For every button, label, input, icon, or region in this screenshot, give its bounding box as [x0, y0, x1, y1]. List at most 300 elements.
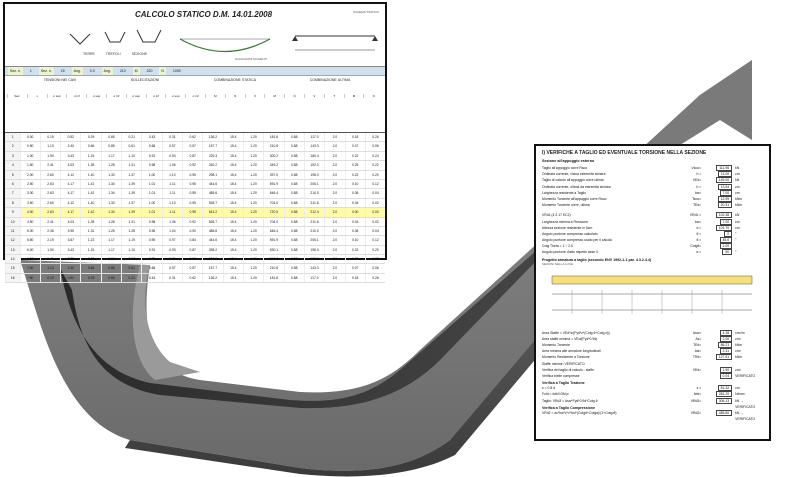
table-cell[interactable]: 4.17	[60, 189, 80, 197]
table-cell[interactable]: 1.00	[141, 199, 161, 207]
table-cell[interactable]: 704.0	[263, 199, 283, 207]
table-cell[interactable]: 0.10	[345, 180, 365, 188]
table-cell[interactable]: 2.0	[324, 152, 344, 160]
table-cell[interactable]: 2.63	[40, 180, 60, 188]
table-cell[interactable]: 0.90	[141, 236, 161, 244]
table-cell[interactable]: 1.42	[80, 180, 100, 188]
table-cell[interactable]: 0.02	[365, 199, 385, 207]
table-cell[interactable]: 1.39	[121, 189, 141, 197]
table-cell[interactable]: 2.36	[40, 227, 60, 235]
table-cell[interactable]: 1.37	[121, 171, 141, 179]
table-cell[interactable]: 0.82	[121, 255, 141, 263]
table-cell[interactable]: 1.17	[101, 236, 121, 244]
table-cell[interactable]: 0.84	[182, 236, 202, 244]
table-cell[interactable]: 1.20	[243, 208, 263, 216]
table-cell[interactable]: 2.0	[324, 218, 344, 226]
table-cell[interactable]: 7.00	[20, 264, 40, 272]
table-cell[interactable]: 6.50	[20, 255, 40, 263]
table-cell[interactable]: 181.6	[263, 274, 283, 282]
table-cell[interactable]: 704.0	[263, 218, 283, 226]
table-cell[interactable]: 2.60	[40, 171, 60, 179]
table-cell[interactable]: 0.22	[365, 255, 385, 263]
table-cell[interactable]: 0.85	[101, 264, 121, 272]
verification-value[interactable]: 1.90	[704, 367, 732, 373]
verification-value[interactable]: 111.96	[704, 165, 732, 171]
table-cell[interactable]: 0.57	[182, 142, 202, 150]
table-cell[interactable]: 4	[5, 161, 20, 169]
table-cell[interactable]: 0.93	[162, 246, 182, 254]
table-cell[interactable]: 0.87	[182, 152, 202, 160]
bar-cell[interactable]: 1000	[172, 69, 181, 73]
bar-cell[interactable]: Ang.	[73, 69, 81, 73]
table-cell[interactable]: 0.43	[141, 274, 161, 282]
table-cell[interactable]: 0.71	[162, 255, 182, 263]
table-cell[interactable]: 210.0	[304, 189, 324, 197]
table-cell[interactable]: 225.3	[202, 152, 222, 160]
table-cell[interactable]: 192.0	[304, 255, 324, 263]
table-cell[interactable]: 1.25	[101, 227, 121, 235]
table-cell[interactable]: 0.88	[284, 208, 304, 216]
table-cell[interactable]: 2.50	[20, 180, 40, 188]
table-cell[interactable]: 1.11	[162, 180, 182, 188]
verification-value[interactable]: 1.00	[704, 243, 732, 249]
table-cell[interactable]: 15.4	[223, 161, 243, 169]
table-cell[interactable]: 0.10	[345, 236, 365, 244]
table-cell[interactable]: 1.20	[243, 199, 263, 207]
table-cell[interactable]: 1.31	[121, 161, 141, 169]
table-cell[interactable]: 0.62	[182, 274, 202, 282]
table-cell[interactable]: 13	[5, 246, 20, 254]
verification-value[interactable]: 45.0	[704, 237, 732, 243]
table-cell[interactable]: 0.88	[284, 152, 304, 160]
table-cell[interactable]: 1.33	[101, 171, 121, 179]
table-cell[interactable]: 1.40	[80, 199, 100, 207]
table-cell[interactable]: 0.75	[141, 255, 161, 263]
table-cell[interactable]: 1.41	[40, 255, 60, 263]
table-cell[interactable]: 2.19	[40, 236, 60, 244]
table-cell[interactable]: 10	[5, 218, 20, 226]
table-cell[interactable]: 2.0	[324, 227, 344, 235]
table-cell[interactable]: 15.4	[223, 208, 243, 216]
table-cell[interactable]: 1.20	[243, 180, 263, 188]
table-cell[interactable]: 0.88	[284, 133, 304, 141]
table-cell[interactable]: 591.9	[263, 180, 283, 188]
table-cell[interactable]: 0.26	[365, 133, 385, 141]
table-cell[interactable]: 1.10	[162, 199, 182, 207]
table-cell[interactable]: 0.00	[345, 208, 365, 216]
table-cell[interactable]: 485.6	[202, 189, 222, 197]
table-cell[interactable]: 1.34	[101, 208, 121, 216]
table-cell[interactable]: 15.4	[223, 227, 243, 235]
table-cell[interactable]: 1.11	[162, 208, 182, 216]
table-cell[interactable]: 143.3	[304, 264, 324, 272]
table-cell[interactable]: 0.98	[141, 161, 161, 169]
table-cell[interactable]: 4.17	[60, 208, 80, 216]
table-cell[interactable]: 0.08	[345, 189, 365, 197]
table-cell[interactable]: 0.22	[345, 171, 365, 179]
table-cell[interactable]: 2.0	[324, 255, 344, 263]
table-cell[interactable]: 1.28	[121, 227, 141, 235]
table-cell[interactable]: 1.20	[243, 255, 263, 263]
verification-value[interactable]: 0.04	[704, 373, 732, 379]
table-cell[interactable]: 1.01	[141, 180, 161, 188]
table-cell[interactable]: 2.63	[40, 208, 60, 216]
table-cell[interactable]: 9	[5, 208, 20, 216]
table-cell[interactable]: 1.17	[101, 152, 121, 160]
table-cell[interactable]: 1.20	[243, 246, 263, 254]
table-cell[interactable]: 0.22	[345, 152, 365, 160]
table-cell[interactable]: 0.04	[345, 218, 365, 226]
table-cell[interactable]: 1.33	[101, 199, 121, 207]
table-cell[interactable]: 1.00	[141, 171, 161, 179]
table-cell[interactable]: 2.41	[40, 161, 60, 169]
table-cell[interactable]: 4.03	[60, 218, 80, 226]
table-cell[interactable]: 0.12	[365, 180, 385, 188]
table-cell[interactable]: 1.22	[80, 236, 100, 244]
table-cell[interactable]: 7.50	[20, 274, 40, 282]
table-cell[interactable]: 2.0	[324, 236, 344, 244]
table-cell[interactable]: 720.5	[263, 208, 283, 216]
table-cell[interactable]: 198.3	[304, 171, 324, 179]
table-cell[interactable]: 1.20	[243, 274, 263, 282]
table-cell[interactable]: 2.0	[324, 180, 344, 188]
verification-value[interactable]: 11.00	[704, 171, 732, 177]
bar-cell[interactable]: M	[134, 69, 138, 73]
table-cell[interactable]: 143.3	[304, 142, 324, 150]
table-cell[interactable]: 1.17	[101, 246, 121, 254]
table-cell[interactable]: 262.2	[202, 161, 222, 169]
verification-value[interactable]: 7.00	[704, 190, 732, 196]
table-cell[interactable]: 1.39	[121, 208, 141, 216]
table-cell[interactable]: 0.98	[141, 218, 161, 226]
table-cell[interactable]: 1	[5, 133, 20, 141]
bar-cell[interactable]: N	[161, 69, 164, 73]
table-cell[interactable]: 3.50	[20, 199, 40, 207]
table-cell[interactable]: 210.6	[263, 264, 283, 272]
table-cell[interactable]: 0.29	[80, 274, 100, 282]
table-cell[interactable]: 15.4	[223, 199, 243, 207]
table-cell[interactable]: 0.07	[345, 264, 365, 272]
table-cell[interactable]: 0.02	[365, 218, 385, 226]
table-cell[interactable]: 117.0	[304, 133, 324, 141]
table-cell[interactable]: 444.6	[202, 180, 222, 188]
bar-cell[interactable]: 15	[60, 69, 65, 73]
verification-value[interactable]: 12.99	[704, 196, 732, 202]
table-cell[interactable]: 15.4	[223, 274, 243, 282]
table-cell[interactable]: 0.88	[284, 171, 304, 179]
table-cell[interactable]: 0.12	[365, 236, 385, 244]
table-cell[interactable]: 2.60	[40, 199, 60, 207]
verification-value[interactable]: 2.31	[704, 348, 732, 354]
verification-value[interactable]: 4.28	[704, 330, 732, 336]
table-cell[interactable]: 136.2	[202, 274, 222, 282]
table-cell[interactable]: 4.50	[20, 218, 40, 226]
table-cell[interactable]: 0.88	[284, 180, 304, 188]
table-cell[interactable]: 1.20	[243, 152, 263, 160]
table-cell[interactable]: 0.88	[284, 199, 304, 207]
table-cell[interactable]: 2.72	[60, 255, 80, 263]
verification-value[interactable]: 20.31	[704, 202, 732, 208]
table-cell[interactable]: 0.24	[365, 152, 385, 160]
table-cell[interactable]: 4.03	[60, 161, 80, 169]
bar-cell[interactable]: Sez. n.	[40, 69, 52, 73]
table-cell[interactable]: 2.41	[40, 218, 60, 226]
table-cell[interactable]: 300.2	[263, 152, 283, 160]
table-cell[interactable]: 1.90	[40, 152, 60, 160]
table-cell[interactable]: 1.13	[40, 264, 60, 272]
table-cell[interactable]: 181.6	[263, 133, 283, 141]
table-cell[interactable]: 12	[5, 236, 20, 244]
table-cell[interactable]: 206.1	[304, 236, 324, 244]
table-cell[interactable]: 6.00	[20, 246, 40, 254]
table-cell[interactable]: 4.12	[60, 171, 80, 179]
table-cell[interactable]: 0.62	[182, 133, 202, 141]
table-cell[interactable]: 3.43	[60, 246, 80, 254]
verification-value[interactable]: 7.00	[704, 219, 732, 225]
table-cell[interactable]: 2.0	[324, 264, 344, 272]
table-cell[interactable]: 0.06	[365, 264, 385, 272]
table-cell[interactable]: 15.4	[223, 264, 243, 272]
table-cell[interactable]: 0.61	[121, 142, 141, 150]
table-cell[interactable]: 1.35	[80, 161, 100, 169]
table-cell[interactable]: 136.2	[202, 133, 222, 141]
table-cell[interactable]: 0.21	[121, 274, 141, 282]
table-cell[interactable]: 646.4	[263, 189, 283, 197]
table-cell[interactable]: 2.0	[324, 161, 344, 169]
table-cell[interactable]: 528.7	[202, 199, 222, 207]
table-cell[interactable]: 1.50	[20, 161, 40, 169]
table-cell[interactable]: 0.07	[345, 142, 365, 150]
table-cell[interactable]: 0.66	[80, 142, 100, 150]
table-cell[interactable]: 0.95	[182, 208, 202, 216]
table-cell[interactable]: 0.08	[345, 227, 365, 235]
table-cell[interactable]: 2.63	[40, 189, 60, 197]
table-cell[interactable]: 0.87	[182, 246, 202, 254]
verification-value[interactable]: 127.91	[704, 354, 732, 360]
table-cell[interactable]: 528.7	[202, 218, 222, 226]
bar-cell[interactable]: 210	[119, 69, 126, 73]
bar-cell[interactable]: 1	[29, 69, 32, 73]
table-cell[interactable]: 2.0	[324, 142, 344, 150]
table-cell[interactable]: 15.4	[223, 255, 243, 263]
verification-value[interactable]: 149.00	[704, 177, 732, 183]
table-cell[interactable]: 157.7	[202, 264, 222, 272]
table-cell[interactable]: 0.85	[101, 142, 121, 150]
table-cell[interactable]: 0.52	[60, 133, 80, 141]
table-cell[interactable]: 1.39	[121, 180, 141, 188]
table-cell[interactable]: 1.28	[101, 218, 121, 226]
table-cell[interactable]: 0.68	[141, 264, 161, 272]
table-cell[interactable]: 0.97	[162, 236, 182, 244]
table-cell[interactable]: 0.57	[162, 142, 182, 150]
table-cell[interactable]: 262.2	[202, 255, 222, 263]
table-cell[interactable]: 0.15	[40, 274, 60, 282]
table-cell[interactable]: 210.6	[263, 142, 283, 150]
table-cell[interactable]: 211.6	[304, 199, 324, 207]
table-cell[interactable]: 1.37	[121, 199, 141, 207]
verification-value[interactable]: 2.00	[704, 336, 732, 342]
table-cell[interactable]: 1.01	[141, 189, 161, 197]
table-cell[interactable]: 0.93	[162, 152, 182, 160]
table-cell[interactable]: 15	[5, 264, 20, 272]
table-cell[interactable]: 0.50	[20, 142, 40, 150]
table-cell[interactable]: 444.6	[202, 236, 222, 244]
table-cell[interactable]: 0.22	[365, 161, 385, 169]
table-cell[interactable]: 4.17	[60, 180, 80, 188]
verification-value[interactable]: 101.70	[704, 225, 732, 231]
table-cell[interactable]: 3.00	[20, 189, 40, 197]
table-cell[interactable]: 0.88	[284, 227, 304, 235]
table-cell[interactable]: 212.4	[304, 208, 324, 216]
table-cell[interactable]: 1.34	[101, 189, 121, 197]
table-cell[interactable]: 2.40	[60, 142, 80, 150]
table-cell[interactable]: 1.04	[162, 227, 182, 235]
table-cell[interactable]: 0.96	[141, 227, 161, 235]
table-cell[interactable]: 1.40	[80, 171, 100, 179]
table-cell[interactable]: 646.4	[263, 227, 283, 235]
table-cell[interactable]: 0.88	[284, 274, 304, 282]
table-cell[interactable]: 11	[5, 227, 20, 235]
table-cell[interactable]: 0.21	[121, 133, 141, 141]
table-cell[interactable]: 15.4	[223, 218, 243, 226]
table-cell[interactable]: 591.9	[263, 236, 283, 244]
table-cell[interactable]: 1.20	[243, 142, 263, 150]
table-cell[interactable]: 0.88	[284, 142, 304, 150]
verification-value[interactable]: 0	[704, 231, 732, 237]
table-cell[interactable]: 397.0	[263, 171, 283, 179]
verification-value[interactable]: 102.38	[704, 212, 732, 218]
table-cell[interactable]: 1.31	[121, 218, 141, 226]
verification-value[interactable]: 81.32	[704, 385, 732, 391]
bar-cell[interactable]: 0.0	[89, 69, 95, 73]
table-cell[interactable]: 0.95	[182, 180, 202, 188]
table-cell[interactable]: 1.15	[80, 246, 100, 254]
table-cell[interactable]: 0.18	[345, 133, 365, 141]
table-cell[interactable]: 1.01	[141, 208, 161, 216]
table-cell[interactable]: 0.43	[141, 133, 161, 141]
table-cell[interactable]: 398.2	[202, 246, 222, 254]
table-cell[interactable]: 2.40	[60, 264, 80, 272]
table-cell[interactable]: 1.20	[243, 264, 263, 272]
table-cell[interactable]: 541.2	[202, 208, 222, 216]
table-cell[interactable]: 1.13	[40, 142, 60, 150]
table-cell[interactable]: 3	[5, 152, 20, 160]
table-cell[interactable]: 6	[5, 180, 20, 188]
table-cell[interactable]: 0.31	[162, 133, 182, 141]
table-cell[interactable]: 0.31	[162, 274, 182, 282]
table-cell[interactable]: 0.04	[365, 227, 385, 235]
table-cell[interactable]: 2.0	[324, 171, 344, 179]
table-cell[interactable]: 2.0	[324, 133, 344, 141]
table-cell[interactable]: 1.20	[243, 189, 263, 197]
table-cell[interactable]: 0.88	[284, 189, 304, 197]
table-cell[interactable]: 15.4	[223, 236, 243, 244]
table-cell[interactable]: 0.91	[141, 152, 161, 160]
table-cell[interactable]: 15.4	[223, 180, 243, 188]
table-cell[interactable]: 0.68	[141, 142, 161, 150]
table-cell[interactable]: 7	[5, 189, 20, 197]
table-cell[interactable]: 1.28	[101, 161, 121, 169]
table-cell[interactable]: 0.88	[284, 236, 304, 244]
table-cell[interactable]: 15.4	[223, 171, 243, 179]
table-cell[interactable]: 8	[5, 199, 20, 207]
table-cell[interactable]: 0.90	[182, 227, 202, 235]
table-cell[interactable]: 1.34	[101, 180, 121, 188]
table-cell[interactable]: 15.4	[223, 142, 243, 150]
table-cell[interactable]: 0.18	[345, 274, 365, 282]
table-cell[interactable]: 0.66	[80, 264, 100, 272]
table-cell[interactable]: 15.4	[223, 246, 243, 254]
table-cell[interactable]: 210.0	[304, 227, 324, 235]
table-cell[interactable]: 0.88	[284, 255, 304, 263]
table-cell[interactable]: 0.15	[40, 133, 60, 141]
verification-value[interactable]: 306.13	[704, 398, 732, 404]
table-cell[interactable]: 0.57	[162, 264, 182, 272]
table-cell[interactable]: 1.20	[243, 161, 263, 169]
table-cell[interactable]: 211.6	[304, 218, 324, 226]
verification-value[interactable]: 86.21	[704, 342, 732, 348]
table-cell[interactable]: 206.1	[304, 180, 324, 188]
table-cell[interactable]: 1.19	[121, 236, 141, 244]
table-cell[interactable]: 0.95	[182, 171, 202, 179]
bar-cell[interactable]: Sez. n.	[10, 69, 21, 73]
table-cell[interactable]: 1.20	[243, 171, 263, 179]
table-cell[interactable]: 0.95	[182, 199, 202, 207]
table-cell[interactable]: 0.96	[101, 255, 121, 263]
table-cell[interactable]: 1.31	[80, 227, 100, 235]
table-cell[interactable]: 4.12	[60, 199, 80, 207]
table-cell[interactable]: 0.68	[182, 255, 202, 263]
table-cell[interactable]: 0.04	[345, 199, 365, 207]
table-cell[interactable]: 1.20	[243, 227, 263, 235]
verification-value[interactable]: 281.20	[704, 391, 732, 397]
table-cell[interactable]: 0.29	[80, 133, 100, 141]
table-cell[interactable]: 0.65	[101, 133, 121, 141]
table-cell[interactable]: 1.42	[80, 189, 100, 197]
table-cell[interactable]: 0.95	[182, 189, 202, 197]
table-cell[interactable]: 2.0	[324, 274, 344, 282]
table-cell[interactable]: 0.20	[365, 171, 385, 179]
table-cell[interactable]: 1.06	[162, 161, 182, 169]
table-cell[interactable]: 1.20	[243, 133, 263, 141]
table-cell[interactable]: 0.88	[284, 246, 304, 254]
bar-cell[interactable]: 220	[146, 69, 153, 73]
table-cell[interactable]: 0.22	[345, 246, 365, 254]
table-cell[interactable]: 1.00	[20, 152, 40, 160]
table-cell[interactable]: 1.20	[243, 236, 263, 244]
table-cell[interactable]: 0.26	[365, 274, 385, 282]
table-cell[interactable]: 0.52	[60, 274, 80, 282]
table-cell[interactable]: 1.15	[80, 152, 100, 160]
verification-value[interactable]: 90	[704, 249, 732, 255]
table-cell[interactable]: 3.95	[60, 227, 80, 235]
table-cell[interactable]: 2.0	[324, 246, 344, 254]
table-cell[interactable]: 0.04	[365, 189, 385, 197]
table-cell[interactable]: 2	[5, 142, 20, 150]
table-cell[interactable]: 0.88	[284, 218, 304, 226]
table-cell[interactable]: 0.06	[365, 142, 385, 150]
table-cell[interactable]: 5	[5, 171, 20, 179]
table-cell[interactable]: 157.7	[202, 142, 222, 150]
table-cell[interactable]: 1.42	[80, 208, 100, 216]
table-cell[interactable]: 1.20	[243, 218, 263, 226]
table-cell[interactable]: 4.00	[20, 208, 40, 216]
table-cell[interactable]: 1.06	[162, 218, 182, 226]
table-cell[interactable]: 0.57	[182, 264, 202, 272]
table-cell[interactable]: 298.1	[202, 171, 222, 179]
table-cell[interactable]: 15.4	[223, 133, 243, 141]
table-cell[interactable]: 530.1	[263, 246, 283, 254]
